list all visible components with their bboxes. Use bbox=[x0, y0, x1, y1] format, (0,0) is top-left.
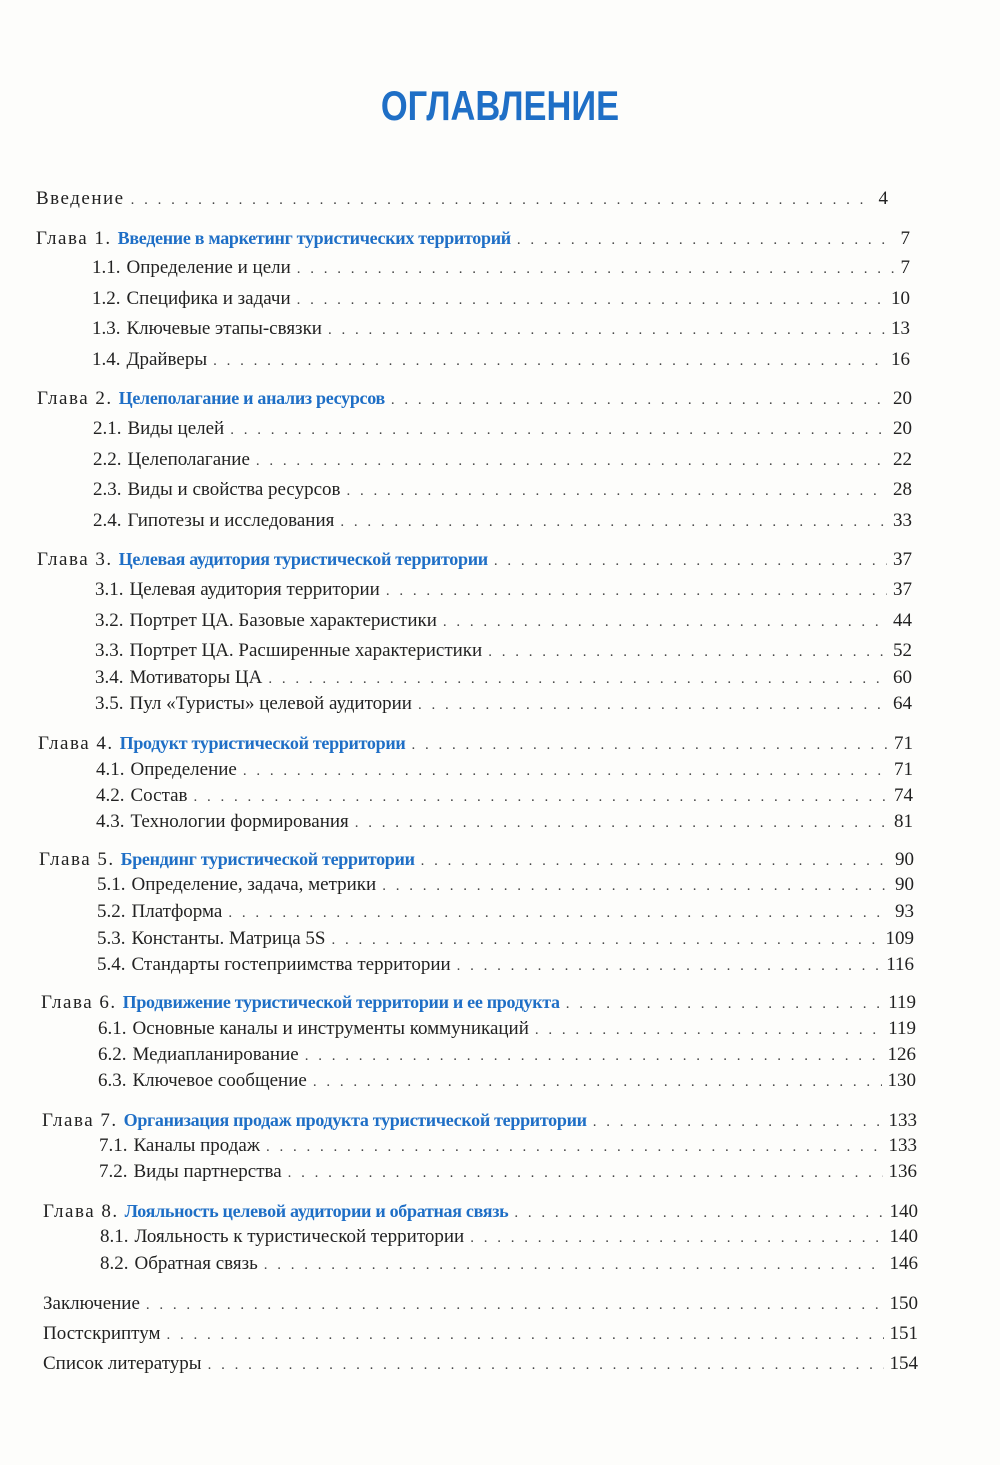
section-number: 2.1. bbox=[93, 418, 122, 439]
section-number: 2.2. bbox=[93, 449, 122, 470]
toc-section-2-1[interactable] bbox=[93, 417, 912, 442]
section-title: Технологии формирования bbox=[130, 811, 349, 832]
section-title: Определение bbox=[130, 759, 237, 780]
section-title: Ключевое сообщение bbox=[132, 1070, 307, 1091]
section-number: 8.2. bbox=[100, 1253, 129, 1274]
toc-entry-postscript[interactable] bbox=[43, 1322, 918, 1347]
page-number: 93 bbox=[895, 901, 914, 922]
page-number: 28 bbox=[893, 479, 912, 500]
dot-leader bbox=[288, 1161, 883, 1185]
page-title: ОГЛАВЛЕНИЕ bbox=[380, 82, 620, 129]
section-number: 5.2. bbox=[97, 901, 126, 922]
section-title: Специфика и задачи bbox=[126, 288, 291, 309]
toc-section-2-3[interactable] bbox=[93, 478, 912, 503]
page-number: 146 bbox=[889, 1253, 918, 1274]
chapter-number: Глава 4. bbox=[38, 733, 114, 754]
section-title: Стандарты гостеприимства территории bbox=[131, 954, 451, 975]
page-number: 140 bbox=[889, 1201, 918, 1222]
section-title: Определение, задача, метрики bbox=[131, 874, 377, 895]
section-title: Константы. Матрица 5S bbox=[131, 928, 326, 949]
entry-label: Введение bbox=[36, 188, 125, 209]
toc-section-7-1[interactable] bbox=[99, 1134, 917, 1159]
section-number: 7.2. bbox=[99, 1161, 128, 1182]
dot-leader bbox=[418, 693, 887, 717]
toc-entry-bibliography[interactable] bbox=[43, 1352, 918, 1377]
toc-section-4-1[interactable] bbox=[96, 758, 913, 783]
dot-leader bbox=[305, 1044, 882, 1068]
page-number: 20 bbox=[893, 388, 912, 409]
toc-entry-conclusion[interactable] bbox=[43, 1292, 918, 1317]
dot-leader bbox=[243, 759, 888, 783]
dot-leader bbox=[391, 388, 887, 412]
dot-leader bbox=[340, 510, 887, 534]
page-number: 74 bbox=[894, 785, 913, 806]
page-number: 90 bbox=[895, 849, 914, 870]
toc-chapter-4[interactable] bbox=[38, 731, 913, 757]
dot-leader bbox=[411, 733, 888, 757]
toc-section-1-1[interactable] bbox=[92, 256, 910, 281]
toc-entry-intro[interactable] bbox=[36, 187, 888, 212]
page-number: 60 bbox=[893, 667, 912, 688]
toc-section-5-3[interactable] bbox=[97, 927, 914, 952]
page-number: 71 bbox=[894, 733, 913, 754]
section-number: 1.3. bbox=[92, 318, 121, 339]
section-number: 1.1. bbox=[92, 257, 121, 278]
page-number: 22 bbox=[893, 449, 912, 470]
section-title: Мотиваторы ЦА bbox=[129, 667, 263, 688]
chapter-title: Лояльность целевой аудитории и обратная связь bbox=[124, 1201, 509, 1221]
section-title: Платформа bbox=[131, 901, 223, 922]
page-number: 81 bbox=[894, 811, 913, 832]
toc-section-2-2[interactable] bbox=[93, 448, 912, 473]
toc-section-5-2[interactable] bbox=[97, 900, 914, 925]
toc-section-6-3[interactable] bbox=[98, 1069, 916, 1094]
chapter-number: Глава 7. bbox=[42, 1110, 118, 1131]
toc-section-4-2[interactable] bbox=[96, 784, 913, 809]
dot-leader bbox=[514, 1201, 883, 1225]
toc-chapter-3[interactable] bbox=[37, 547, 912, 573]
entry-label: Список литературы bbox=[43, 1353, 202, 1374]
toc-chapter-2[interactable] bbox=[37, 386, 912, 412]
section-title: Гипотезы и исследования bbox=[127, 510, 335, 531]
section-number: 6.2. bbox=[98, 1044, 127, 1065]
toc-section-1-4[interactable] bbox=[92, 348, 910, 373]
page-number: 116 bbox=[886, 954, 914, 975]
dot-leader bbox=[593, 1110, 883, 1134]
page-number: 119 bbox=[888, 992, 916, 1013]
toc-section-8-2[interactable] bbox=[100, 1252, 918, 1277]
dot-leader bbox=[494, 549, 887, 573]
section-number: 4.1. bbox=[96, 759, 125, 780]
page-number: 126 bbox=[887, 1044, 916, 1065]
section-number: 4.3. bbox=[96, 811, 125, 832]
section-number: 3.4. bbox=[95, 667, 124, 688]
dot-leader bbox=[256, 449, 887, 473]
page-number: 13 bbox=[891, 318, 910, 339]
toc-section-2-4[interactable] bbox=[93, 509, 912, 534]
chapter-number: Глава 6. bbox=[41, 992, 117, 1013]
dot-leader bbox=[264, 1253, 884, 1277]
toc-section-1-2[interactable] bbox=[92, 287, 910, 312]
section-title: Виды партнерства bbox=[133, 1161, 282, 1182]
dot-leader bbox=[457, 954, 881, 978]
toc-section-3-5[interactable] bbox=[95, 692, 912, 717]
page-number: 7 bbox=[900, 228, 910, 249]
section-title: Виды целей bbox=[127, 418, 225, 439]
page-number: 140 bbox=[889, 1226, 918, 1247]
section-title: Портрет ЦА. Расширенные характеристики bbox=[129, 640, 483, 661]
section-title: Целеполагание bbox=[127, 449, 250, 470]
page-number: 44 bbox=[893, 610, 912, 631]
chapter-title: Брендинг туристической территории bbox=[120, 849, 415, 869]
page-number: 4 bbox=[878, 188, 888, 209]
dot-leader bbox=[328, 318, 885, 342]
chapter-number: Глава 2. bbox=[37, 388, 113, 409]
page-number: 33 bbox=[893, 510, 912, 531]
toc-section-5-1[interactable] bbox=[97, 873, 914, 898]
toc-chapter-1[interactable] bbox=[36, 226, 910, 252]
section-title: Ключевые этапы-связки bbox=[126, 318, 322, 339]
dot-leader bbox=[421, 849, 889, 873]
entry-label: Постскриптум bbox=[43, 1323, 161, 1344]
section-number: 8.1. bbox=[100, 1226, 129, 1247]
section-number: 6.3. bbox=[98, 1070, 127, 1091]
dot-leader bbox=[167, 1323, 884, 1347]
section-title: Каналы продаж bbox=[133, 1135, 260, 1156]
page-number: 136 bbox=[888, 1161, 917, 1182]
page-number: 20 bbox=[893, 418, 912, 439]
toc-chapter-6[interactable] bbox=[41, 990, 916, 1016]
page-number: 52 bbox=[893, 640, 912, 661]
entry-label: Заключение bbox=[43, 1293, 140, 1314]
toc-section-8-1[interactable] bbox=[100, 1225, 918, 1250]
section-number: 5.1. bbox=[97, 874, 126, 895]
page-number: 37 bbox=[893, 549, 912, 570]
dot-leader bbox=[131, 188, 873, 212]
dot-leader bbox=[535, 1018, 882, 1042]
dot-leader bbox=[382, 874, 889, 898]
page-number: 151 bbox=[889, 1323, 918, 1344]
chapter-number: Глава 5. bbox=[39, 849, 115, 870]
page-number: 150 bbox=[889, 1293, 918, 1314]
section-number: 3.3. bbox=[95, 640, 124, 661]
section-title: Драйверы bbox=[126, 349, 208, 370]
page-number: 7 bbox=[900, 257, 910, 278]
chapter-title: Целевая аудитория туристической территории bbox=[118, 549, 488, 569]
page-number: 10 bbox=[891, 288, 910, 309]
page-number: 119 bbox=[888, 1018, 916, 1039]
chapter-title: Продукт туристической территории bbox=[119, 733, 406, 753]
toc-section-3-1[interactable] bbox=[95, 578, 912, 603]
toc-section-3-3[interactable] bbox=[95, 639, 912, 664]
dot-leader bbox=[386, 579, 887, 603]
toc-section-6-1[interactable] bbox=[98, 1017, 916, 1042]
page-number: 71 bbox=[894, 759, 913, 780]
dot-leader bbox=[517, 228, 895, 252]
section-number: 2.4. bbox=[93, 510, 122, 531]
section-title: Обратная связь bbox=[134, 1253, 258, 1274]
page-number: 90 bbox=[895, 874, 914, 895]
section-number: 1.4. bbox=[92, 349, 121, 370]
section-number: 3.1. bbox=[95, 579, 124, 600]
dot-leader bbox=[347, 479, 887, 503]
section-title: Пул «Туристы» целевой аудитории bbox=[129, 693, 412, 714]
section-title: Определение и цели bbox=[126, 257, 291, 278]
toc-chapter-8[interactable] bbox=[43, 1199, 918, 1225]
section-number: 4.2. bbox=[96, 785, 125, 806]
section-title: Медиапланирование bbox=[132, 1044, 299, 1065]
page-number: 37 bbox=[893, 579, 912, 600]
dot-leader bbox=[313, 1070, 882, 1094]
section-number: 5.4. bbox=[97, 954, 126, 975]
toc-chapter-5[interactable] bbox=[39, 847, 914, 873]
toc-section-3-4[interactable] bbox=[95, 666, 912, 691]
dot-leader bbox=[566, 992, 882, 1016]
toc-section-7-2[interactable] bbox=[99, 1160, 917, 1185]
dot-leader bbox=[268, 667, 887, 691]
page-number: 64 bbox=[893, 693, 912, 714]
chapter-title: Продвижение туристической территории и ее продукта bbox=[122, 992, 560, 1012]
section-number: 5.3. bbox=[97, 928, 126, 949]
dot-leader bbox=[230, 418, 887, 442]
section-title: Портрет ЦА. Базовые характеристики bbox=[129, 610, 437, 631]
chapter-number: Глава 3. bbox=[37, 549, 113, 570]
dot-leader bbox=[470, 1226, 883, 1250]
page-number: 109 bbox=[885, 928, 914, 949]
toc-section-6-2[interactable] bbox=[98, 1043, 916, 1068]
section-number: 7.1. bbox=[99, 1135, 128, 1156]
dot-leader bbox=[213, 349, 885, 373]
chapter-title: Целеполагание и анализ ресурсов bbox=[118, 388, 385, 408]
chapter-title: Организация продаж продукта туристической территории bbox=[123, 1110, 587, 1130]
section-number: 6.1. bbox=[98, 1018, 127, 1039]
dot-leader bbox=[488, 640, 887, 664]
dot-leader bbox=[146, 1293, 884, 1317]
dot-leader bbox=[297, 257, 895, 281]
chapter-title: Введение в маркетинг туристических территорий bbox=[117, 228, 511, 248]
chapter-number: Глава 1. bbox=[36, 228, 112, 249]
toc-section-5-4[interactable] bbox=[97, 953, 914, 978]
page-number: 133 bbox=[888, 1110, 917, 1131]
dot-leader bbox=[355, 811, 888, 835]
section-title: Основные каналы и инструменты коммуникаций bbox=[132, 1018, 529, 1039]
dot-leader bbox=[332, 928, 880, 952]
section-title: Целевая аудитория территории bbox=[129, 579, 380, 600]
section-number: 3.5. bbox=[95, 693, 124, 714]
section-number: 3.2. bbox=[95, 610, 124, 631]
dot-leader bbox=[208, 1353, 884, 1377]
section-title: Лояльность к туристической территории bbox=[134, 1226, 465, 1247]
section-title: Виды и свойства ресурсов bbox=[127, 479, 341, 500]
dot-leader bbox=[194, 785, 888, 809]
dot-leader bbox=[297, 288, 885, 312]
dot-leader bbox=[228, 901, 889, 925]
toc-section-3-2[interactable] bbox=[95, 609, 912, 634]
page-number: 130 bbox=[887, 1070, 916, 1091]
dot-leader bbox=[266, 1135, 883, 1159]
chapter-number: Глава 8. bbox=[43, 1201, 119, 1222]
page-number: 133 bbox=[888, 1135, 917, 1156]
section-title: Состав bbox=[130, 785, 188, 806]
toc-section-4-3[interactable] bbox=[96, 810, 913, 835]
toc-section-1-3[interactable] bbox=[92, 317, 910, 342]
section-number: 1.2. bbox=[92, 288, 121, 309]
toc-chapter-7[interactable] bbox=[42, 1108, 917, 1134]
page-number: 16 bbox=[891, 349, 910, 370]
dot-leader bbox=[443, 610, 887, 634]
section-number: 2.3. bbox=[93, 479, 122, 500]
page-number: 154 bbox=[889, 1353, 918, 1374]
